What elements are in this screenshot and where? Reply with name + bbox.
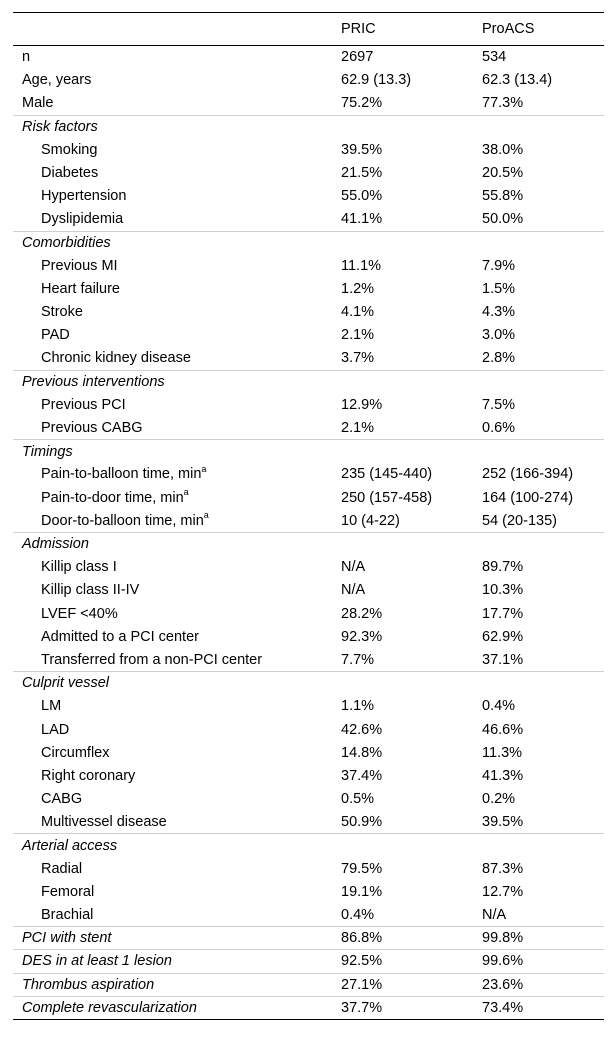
table-row [13, 254, 604, 277]
row-label-text: Culprit vessel [22, 675, 110, 692]
table-row [13, 903, 604, 926]
table-row [13, 277, 604, 300]
table-row [13, 92, 604, 115]
row-label-text: Multivessel disease [41, 814, 167, 831]
cell-pric: 7.7% [341, 651, 375, 668]
cell-proacs [482, 370, 604, 393]
row-label [13, 579, 341, 602]
cell-pric: 1.1% [341, 698, 375, 715]
row-label [13, 208, 341, 231]
table-header-row [13, 13, 604, 46]
table-row [13, 301, 604, 324]
row-label [13, 324, 341, 347]
cell-pric: N/A [341, 559, 366, 576]
row-label [13, 115, 341, 138]
row-label [13, 532, 341, 555]
row-label-text: Admitted to a PCI center [41, 628, 199, 645]
table-row [13, 672, 604, 695]
cell-proacs: 89.7% [482, 559, 524, 576]
row-label-text: Femoral [41, 883, 95, 900]
table-row [13, 973, 604, 996]
row-label [13, 185, 341, 208]
row-label [13, 880, 341, 903]
table-row [13, 46, 604, 69]
table-row [13, 69, 604, 92]
row-label [13, 92, 341, 115]
cell-pric: 4.1% [341, 304, 375, 321]
cell-proacs: 0.6% [482, 419, 516, 436]
table-row [13, 208, 604, 231]
table-row [13, 440, 604, 463]
cell-proacs: 54 (20-135) [482, 512, 557, 529]
cell-proacs: 10.3% [482, 582, 524, 599]
table-row [13, 834, 604, 857]
row-label [13, 927, 341, 950]
cell-proacs: 46.6% [482, 721, 524, 738]
row-label [13, 556, 341, 579]
table-row [13, 115, 604, 138]
cell-pric: 2697 [341, 49, 374, 66]
table-row [13, 347, 604, 370]
row-label-text: Arterial access [22, 837, 118, 854]
row-label-text: PCI with stent [22, 930, 112, 947]
cell-pric: 14.8% [341, 744, 383, 761]
cell-pric: N/A [341, 582, 366, 599]
cell-pric: 39.5% [341, 141, 383, 158]
cell-pric: 2.1% [341, 327, 375, 344]
cell-pric: 0.5% [341, 791, 375, 808]
row-label [13, 440, 341, 463]
cell-pric: 50.9% [341, 814, 383, 831]
row-label [13, 138, 341, 161]
row-label [13, 463, 341, 486]
cell-proacs: 41.3% [482, 767, 524, 784]
table-row [13, 857, 604, 880]
row-label-text: LM [41, 698, 62, 715]
table-row [13, 231, 604, 254]
cell-proacs: 0.4% [482, 698, 516, 715]
row-label-text: Timings [22, 443, 73, 460]
cell-pric: 41.1% [341, 211, 383, 228]
row-label [13, 602, 341, 625]
cell-pric: 37.4% [341, 767, 383, 784]
cell-proacs: 77.3% [482, 95, 524, 112]
table-row [13, 927, 604, 950]
table-row [13, 950, 604, 973]
table-row [13, 532, 604, 555]
row-label-text: Previous PCI [41, 396, 126, 413]
cell-proacs: 164 (100-274) [482, 489, 574, 506]
cell-pric [341, 834, 482, 857]
table-row [13, 324, 604, 347]
cell-proacs [482, 834, 604, 857]
cell-proacs: 62.3 (13.4) [482, 72, 553, 89]
row-label-text: Previous MI [41, 257, 118, 274]
cell-pric [341, 532, 482, 555]
row-label [13, 811, 341, 834]
cell-proacs: 11.3% [482, 744, 523, 761]
cell-pric [341, 440, 482, 463]
table-row [13, 741, 604, 764]
row-label-text: Heart failure [41, 280, 120, 297]
cell-proacs: 17.7% [482, 605, 524, 622]
table-row [13, 764, 604, 787]
table-row [13, 393, 604, 416]
row-label-text: Male [22, 95, 54, 112]
cell-proacs: 1.5% [482, 280, 516, 297]
row-label [13, 996, 341, 1019]
cell-pric: 3.7% [341, 350, 375, 367]
cell-pric: 42.6% [341, 721, 383, 738]
footnote-marker: a [201, 463, 207, 474]
row-label-text: Hypertension [41, 188, 127, 205]
row-label-text: Pain-to-balloon time, min [41, 466, 202, 483]
header-pric: PRIC [341, 13, 482, 46]
table-body [13, 46, 604, 1020]
row-label [13, 788, 341, 811]
row-label [13, 301, 341, 324]
cell-pric: 12.9% [341, 396, 383, 413]
cell-proacs [482, 231, 604, 254]
cell-proacs: 99.6% [482, 950, 604, 973]
row-label [13, 46, 341, 69]
table-row [13, 996, 604, 1019]
cell-pric: 11.1% [341, 257, 382, 274]
row-label-text: Diabetes [41, 165, 99, 182]
row-label [13, 161, 341, 184]
row-label [13, 648, 341, 671]
header-proacs: ProACS [482, 13, 604, 46]
footnote-marker: a [183, 486, 189, 497]
cell-pric [341, 231, 482, 254]
cell-proacs [482, 115, 604, 138]
row-label-text: LVEF <40% [41, 605, 118, 622]
cell-proacs [482, 532, 604, 555]
row-label [13, 741, 341, 764]
row-label [13, 672, 341, 695]
row-label-text: Killip class II-IV [41, 582, 140, 599]
table-row [13, 811, 604, 834]
table-row [13, 648, 604, 671]
row-label-text: Stroke [41, 304, 83, 321]
cell-pric: 10 (4-22) [341, 512, 400, 529]
row-label-text: Dyslipidemia [41, 211, 124, 228]
cell-proacs: 12.7% [482, 883, 524, 900]
cell-pric: 55.0% [341, 188, 383, 205]
header-label [13, 13, 341, 46]
row-label [13, 370, 341, 393]
row-label-text: Age, years [22, 72, 92, 89]
cell-pric: 92.3% [341, 628, 383, 645]
cell-pric: 21.5% [341, 165, 383, 182]
cell-proacs: 0.2% [482, 791, 516, 808]
table-row [13, 185, 604, 208]
row-label-text: Door-to-balloon time, min [41, 512, 204, 529]
cell-proacs: 87.3% [482, 860, 524, 877]
table-row [13, 625, 604, 648]
cell-proacs: 3.0% [482, 327, 516, 344]
cell-proacs: 37.1% [482, 651, 524, 668]
row-label [13, 764, 341, 787]
cell-pric: 0.4% [341, 906, 375, 923]
cell-proacs [482, 440, 604, 463]
table-row [13, 695, 604, 718]
table-row [13, 370, 604, 393]
cell-pric: 235 (145-440) [341, 466, 433, 483]
cell-proacs: 2.8% [482, 350, 516, 367]
cell-pric: 92.5% [341, 950, 482, 973]
row-label-text: Risk factors [22, 118, 98, 135]
cell-pric: 86.8% [341, 927, 482, 950]
row-label-text: Chronic kidney disease [41, 350, 191, 367]
cell-pric: 75.2% [341, 95, 383, 112]
row-label [13, 417, 341, 440]
table-row [13, 579, 604, 602]
row-label-text: Comorbidities [22, 234, 111, 251]
row-label-text: LAD [41, 721, 70, 738]
row-label [13, 950, 341, 973]
row-label-text: Thrombus aspiration [22, 976, 155, 993]
cell-pric [341, 115, 482, 138]
table-row [13, 880, 604, 903]
row-label [13, 695, 341, 718]
row-label-text: Previous interventions [22, 373, 165, 390]
row-label-text: PAD [41, 327, 70, 344]
table-row [13, 718, 604, 741]
cell-proacs: 55.8% [482, 188, 524, 205]
cell-proacs [482, 672, 604, 695]
table-row [13, 161, 604, 184]
table-row [13, 509, 604, 532]
row-label [13, 277, 341, 300]
row-label [13, 231, 341, 254]
table-row [13, 417, 604, 440]
table-row [13, 138, 604, 161]
cell-pric: 1.2% [341, 280, 375, 297]
table-row [13, 463, 604, 486]
baseline-characteristics-table [13, 12, 604, 1020]
cell-pric: 28.2% [341, 605, 383, 622]
cell-proacs: 534 [482, 49, 507, 66]
row-label-text: Right coronary [41, 767, 136, 784]
cell-proacs: 7.9% [482, 257, 516, 274]
row-label [13, 834, 341, 857]
row-label-text: Brachial [41, 906, 94, 923]
cell-pric [341, 370, 482, 393]
cell-pric: 27.1% [341, 973, 482, 996]
cell-pric: 19.1% [341, 883, 383, 900]
row-label-text: DES in at least 1 lesion [22, 953, 172, 970]
row-label [13, 509, 341, 532]
cell-pric: 62.9 (13.3) [341, 72, 412, 89]
table-row [13, 556, 604, 579]
row-label-text: Complete revascularization [22, 999, 197, 1016]
cell-pric: 2.1% [341, 419, 375, 436]
row-label [13, 69, 341, 92]
row-label-text: Pain-to-door time, min [41, 489, 184, 506]
table-row [13, 602, 604, 625]
row-label-text: Radial [41, 860, 83, 877]
row-label [13, 254, 341, 277]
row-label [13, 857, 341, 880]
cell-proacs: 50.0% [482, 211, 524, 228]
cell-proacs: 7.5% [482, 396, 516, 413]
table-row [13, 788, 604, 811]
row-label-text: Transferred from a non-PCI center [41, 651, 263, 668]
row-label-text: Smoking [41, 141, 98, 158]
row-label-text: Circumflex [41, 744, 110, 761]
row-label-text: n [22, 49, 31, 66]
cell-pric: 79.5% [341, 860, 383, 877]
row-label-text: Admission [22, 536, 89, 553]
footnote-marker: a [203, 509, 209, 520]
cell-proacs: 62.9% [482, 628, 524, 645]
cell-pric [341, 672, 482, 695]
row-label-text: CABG [41, 791, 83, 808]
cell-proacs: 20.5% [482, 165, 524, 182]
row-label [13, 973, 341, 996]
row-label [13, 486, 341, 509]
cell-proacs: 39.5% [482, 814, 524, 831]
row-label [13, 625, 341, 648]
cell-proacs: 73.4% [482, 996, 604, 1019]
row-label [13, 347, 341, 370]
row-label [13, 903, 341, 926]
cell-proacs: 4.3% [482, 304, 516, 321]
cell-pric: 37.7% [341, 996, 482, 1019]
row-label-text: Previous CABG [41, 419, 143, 436]
cell-proacs: 38.0% [482, 141, 524, 158]
cell-proacs: 252 (166-394) [482, 466, 574, 483]
row-label [13, 718, 341, 741]
cell-proacs: 23.6% [482, 973, 604, 996]
cell-proacs: 99.8% [482, 927, 604, 950]
cell-proacs: N/A [482, 906, 507, 923]
cell-pric: 250 (157-458) [341, 489, 433, 506]
table-row [13, 486, 604, 509]
row-label-text: Killip class I [41, 559, 117, 576]
row-label [13, 393, 341, 416]
